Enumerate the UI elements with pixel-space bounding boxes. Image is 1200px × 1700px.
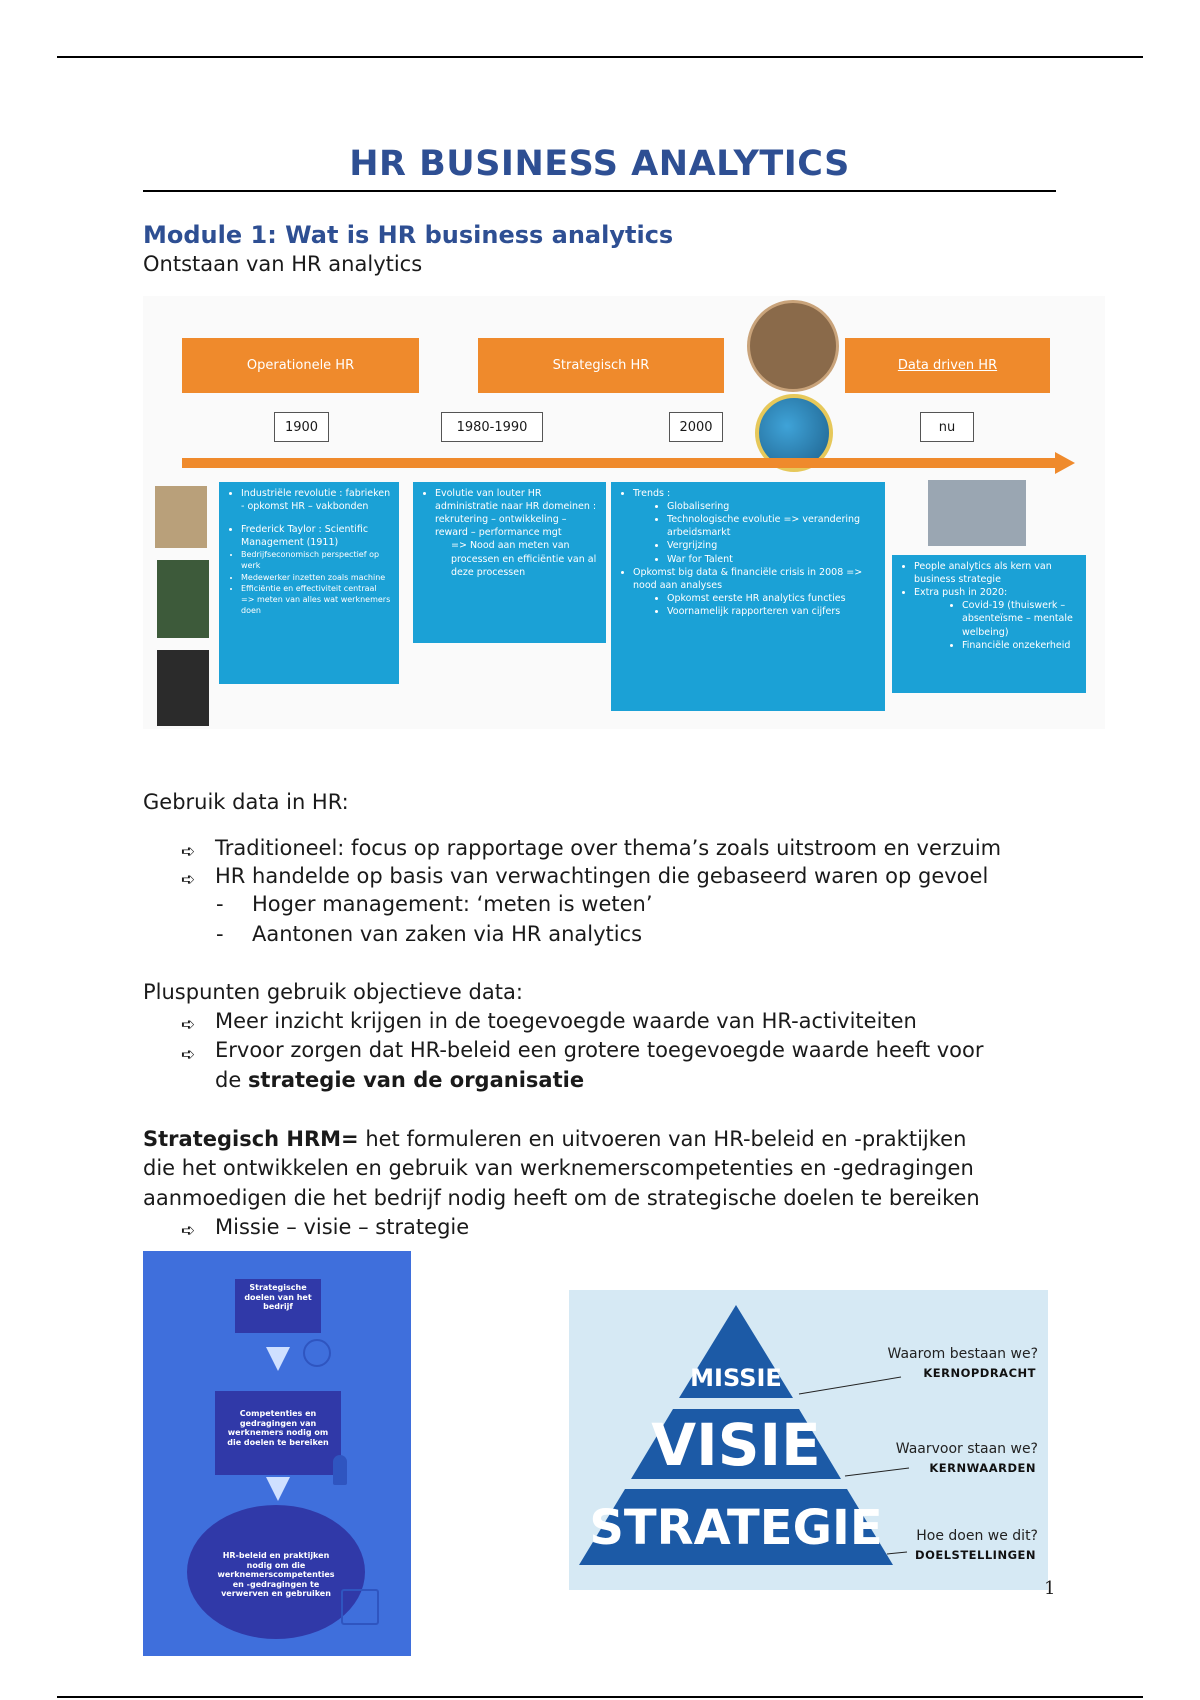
arrow-bullet-icon: ➪ xyxy=(181,870,196,890)
strategisch-bullet: Missie – visie – strategie xyxy=(215,1215,470,1239)
pluspunten-heading: Pluspunten gebruik objectieve data: xyxy=(143,980,523,1004)
dash-bullet: - xyxy=(216,892,224,916)
gebruik-bullet: HR handelde op basis van verwachtingen die gebaseerd waren op gevoel xyxy=(215,864,989,888)
pyramid-keyword: KERNWAARDEN xyxy=(929,1461,1036,1475)
bottom-rule xyxy=(57,1696,1143,1698)
strategisch-definition xyxy=(143,1127,966,1151)
box2-arrow-text: => Nood aan meten van processen en efficiëntie van al deze processen xyxy=(451,540,597,578)
timeline-box-data-driven xyxy=(892,555,1086,693)
flow-arrow-2 xyxy=(266,1477,290,1501)
strategisch-line3: aanmoedigen die het bedrijf nodig heeft om de strategische doelen te bereiken xyxy=(143,1186,980,1210)
box3-bigdata-item: • Opkomst eerste HR analytics functies xyxy=(667,592,877,605)
timeline-box-2000 xyxy=(611,482,885,711)
year-1980-1990: 1980-1990 xyxy=(441,412,543,442)
timeline-arrow xyxy=(182,458,1057,468)
box1-item: • Industriële revolutie : fabrieken - opkomst HR – vakbonden xyxy=(241,487,391,513)
year-1900: 1900 xyxy=(274,412,329,442)
pluspunten-bullet: Meer inzicht krijgen in de toegevoegde waarde van HR-activiteiten xyxy=(215,1009,917,1033)
arrow-bullet-icon: ➪ xyxy=(181,842,196,862)
box3-trend: • Globalisering xyxy=(667,500,877,513)
page-title: HR BUSINESS ANALYTICS xyxy=(349,144,850,184)
pluspunten-bullet: Ervoor zorgen dat HR-beleid een grotere toegevoegde waarde heeft voor xyxy=(215,1038,984,1062)
year-nu: nu xyxy=(920,412,974,442)
page-number: 1 xyxy=(1044,1578,1056,1599)
pyramid-question: Waarom bestaan we? xyxy=(887,1346,1038,1362)
era-data-driven-hr: Data driven HR xyxy=(845,338,1050,393)
box3-trend: • Technologische evolutie => verandering arbeidsmarkt xyxy=(667,513,877,539)
person-icon xyxy=(333,1455,347,1485)
era-strategisch-hr: Strategisch HR xyxy=(478,338,724,393)
hr-history-timeline xyxy=(143,296,1105,729)
document-icon xyxy=(341,1589,379,1625)
pyramid-level-visie: VISIE xyxy=(651,1411,821,1479)
dash-bullet: - xyxy=(216,922,224,946)
strategisch-term: Strategisch HRM= xyxy=(143,1127,359,1151)
title-underline xyxy=(143,190,1056,192)
flow-diagram xyxy=(143,1251,411,1656)
pyramid-question: Hoe doen we dit? xyxy=(916,1528,1038,1544)
people-circle-image xyxy=(747,300,839,392)
target-icon xyxy=(303,1339,331,1367)
pyramid-question: Waarvoor staan we? xyxy=(895,1441,1038,1457)
box2-item: • Evolutie van louter HR administratie naar HR domeinen : rekrutering – ontwikkeling – reward – performance mgt xyxy=(435,487,598,539)
arrow-bullet-icon: ➪ xyxy=(181,1045,196,1065)
box1-item: • Efficiëntie en effectiviteit centraal => meten van alles wat werknemers doen xyxy=(241,583,391,616)
pyramid-keyword: KERNOPDRACHT xyxy=(923,1366,1036,1380)
era-operationele-hr: Operationele HR xyxy=(182,338,419,393)
year-2000: 2000 xyxy=(669,412,723,442)
strategisch-line2: die het ontwikkelen en gebruik van werknemerscompetenties en -gedragingen xyxy=(143,1156,974,1180)
laptop-dashboard-image xyxy=(928,480,1026,546)
pyramid-level-strategie: STRATEGIE xyxy=(589,1500,883,1556)
pluspunten-bullet-cont xyxy=(215,1068,584,1092)
gebruik-dash-item: Hoger management: ‘meten is weten’ xyxy=(252,892,653,916)
gebruik-dash-item: Aantonen van zaken via HR analytics xyxy=(252,922,643,946)
top-rule xyxy=(57,56,1143,58)
box4-item: • People analytics als kern van business strategie xyxy=(914,560,1078,586)
box4-item: • Extra push in 2020: xyxy=(914,586,1078,599)
box1-item: • Frederick Taylor : Scientific Management (1911) xyxy=(241,523,391,549)
timeline-box-operationele xyxy=(219,482,399,684)
module-heading: Module 1: Wat is HR business analytics xyxy=(143,221,674,249)
gebruik-bullet: Traditioneel: focus op rapportage over thema’s zoals uitstroom en verzuim xyxy=(215,836,1002,860)
pluspunten-bold: strategie van de organisatie xyxy=(247,1068,585,1092)
timeline-box-strategisch xyxy=(413,482,606,643)
arrow-bullet-icon: ➪ xyxy=(181,1015,196,1035)
box4-sub-item: • Financiële onzekerheid xyxy=(962,639,1078,652)
flow-box-doelen: Strategische doelen van het bedrijf xyxy=(235,1279,321,1333)
flow-arrow-1 xyxy=(266,1347,290,1371)
box3-bigdata-item: • Voornamelijk rapporteren van cijfers xyxy=(667,605,877,618)
pluspunten-de: de xyxy=(215,1068,242,1092)
pyramid-level-missie: MISSIE xyxy=(690,1364,782,1392)
pyramid-keyword: DOELSTELLINGEN xyxy=(915,1548,1036,1562)
box3-trend: • Vergrijzing xyxy=(667,539,877,552)
box4-sub-item: • Covid-19 (thuiswerk – absenteïsme – mentale welbeing) xyxy=(962,599,1078,638)
mission-vision-strategy-pyramid xyxy=(569,1290,1048,1590)
portrait-photo xyxy=(157,650,209,726)
flow-box-competenties: Competenties en gedragingen van werknemers nodig om die doelen te bereiken xyxy=(215,1391,341,1475)
box1-item: • Medewerker inzetten zoals machine xyxy=(241,572,391,583)
factory-worker-image xyxy=(155,486,207,548)
strategisch-line1: het formuleren en uitvoeren van HR-beleid en -praktijken xyxy=(358,1127,967,1151)
box3-trends-label: • Trends : xyxy=(633,487,877,500)
section-subheading: Ontstaan van HR analytics xyxy=(143,252,423,276)
frederick-taylor-portrait xyxy=(157,560,209,638)
arrow-bullet-icon: ➪ xyxy=(181,1221,196,1241)
box1-item: • Bedrijfseconomisch perspectief op werk xyxy=(241,549,391,571)
gebruik-heading: Gebruik data in HR: xyxy=(143,790,349,814)
timeline-arrowhead xyxy=(1055,452,1075,474)
box3-trend: • War for Talent xyxy=(667,553,877,566)
box3-bigdata: • Opkomst big data & financiële crisis in 2008 => nood aan analyses xyxy=(633,566,877,592)
flow-ellipse-hr-beleid: HR-beleid en praktijken nodig om die werknemerscompetenties en -gedragingen te verwerven en gebruiken xyxy=(187,1505,365,1639)
